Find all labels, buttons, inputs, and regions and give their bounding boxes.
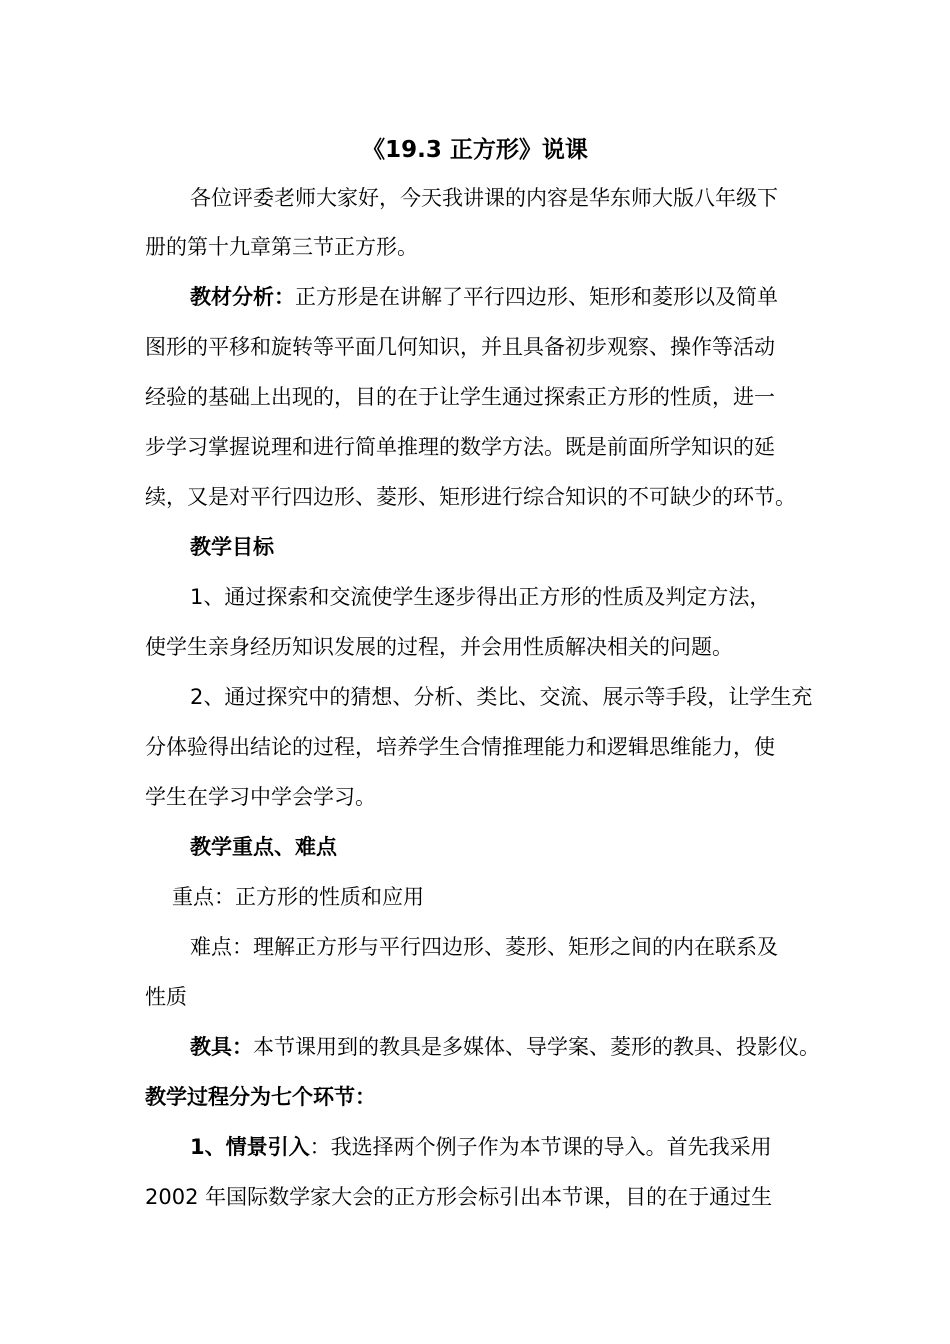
- analysis-line-2: 图形的平移和旋转等平面几何知识，并且具备初步观察、操作等活动: [145, 335, 775, 359]
- step-1-text-1: ：我选择两个例子作为本节课的导入。首先我采用: [309, 1135, 772, 1159]
- goal-2-line-1: 2、通过探究中的猜想、分析、类比、交流、展示等手段，让学生充: [190, 685, 813, 709]
- difficulty-line-2: 性质: [145, 985, 187, 1009]
- analysis-line-3: 经验的基础上出现的，目的在于让学生通过探索正方形的性质，进一: [145, 385, 775, 409]
- difficulty-line-1: 难点：理解正方形与平行四边形、菱形、矩形之间的内在联系及: [190, 935, 778, 959]
- tools-line: [190, 1029, 870, 1065]
- step-1-line-1: [190, 1129, 870, 1165]
- intro-line-2: 册的第十九章第三节正方形。: [145, 235, 418, 259]
- goal-2-line-2: 分体验得出结论的过程，培养学生合情推理能力和逻辑思维能力，使: [145, 735, 775, 759]
- goals-heading: 教学目标: [190, 535, 274, 559]
- goal-1-line-2: 使学生亲身经历知识发展的过程，并会用性质解决相关的问题。: [145, 635, 733, 659]
- focus-line: 重点：正方形的性质和应用: [172, 885, 424, 909]
- analysis-line-1: [190, 279, 870, 315]
- step-1-label: 1、情景引入: [190, 1135, 310, 1159]
- analysis-line-5: 续，又是对平行四边形、菱形、矩形进行综合知识的不可缺少的环节。: [145, 485, 796, 509]
- tools-label: 教具：: [190, 1035, 253, 1059]
- goal-2-line-3: 学生在学习中学会学习。: [145, 785, 376, 809]
- key-points-heading: 教学重点、难点: [190, 835, 337, 859]
- analysis-line-4: 步学习掌握说理和进行简单推理的数学方法。既是前面所学知识的延: [145, 435, 775, 459]
- analysis-text-1: 正方形是在讲解了平行四边形、矩形和菱形以及简单: [295, 285, 778, 309]
- process-heading: 教学过程分为七个环节：: [145, 1085, 376, 1109]
- document-title: 《19.3 正方形》说课: [362, 137, 588, 163]
- tools-text: 本节课用到的教具是多媒体、导学案、菱形的教具、投影仪。: [253, 1035, 820, 1059]
- intro-line-1: 各位评委老师大家好，今天我讲课的内容是华东师大版八年级下: [190, 186, 778, 210]
- analysis-label: 教材分析：: [190, 285, 295, 309]
- step-1-line-2: 2002 年国际数学家大会的正方形会标引出本节课，目的在于通过生: [145, 1185, 773, 1209]
- goal-1-line-1: 1、通过探索和交流使学生逐步得出正方形的性质及判定方法，: [190, 585, 771, 609]
